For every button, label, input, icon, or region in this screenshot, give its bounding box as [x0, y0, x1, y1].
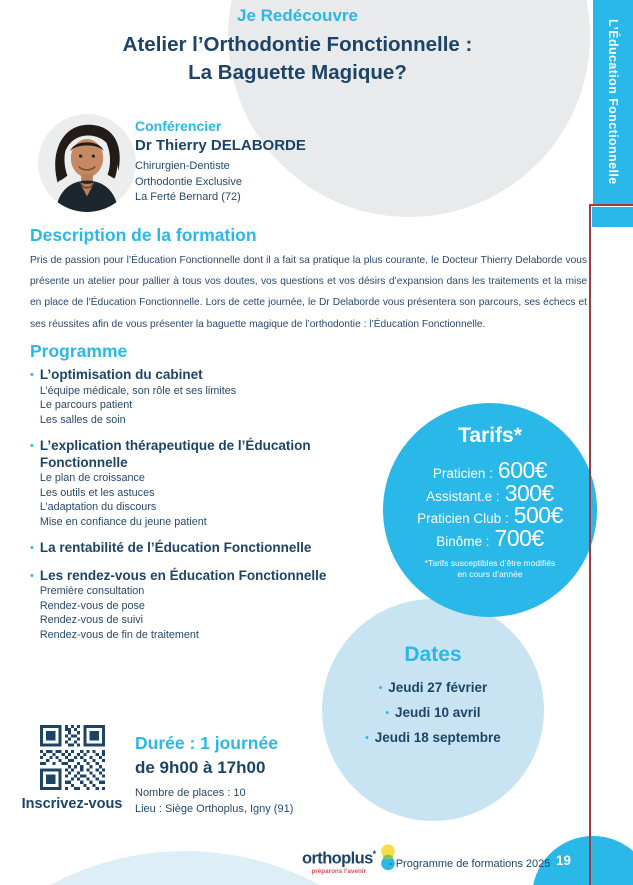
programme-subitem: Le parcours patient	[39, 399, 133, 411]
programme-item-title: La rentabilité de l’Éducation Fonctionnelle	[39, 540, 312, 555]
speaker-detail: La Ferté Bernard (72)	[135, 191, 241, 203]
brand-tagline: préparons l’avenir	[311, 867, 367, 875]
tarif-price: 300€	[504, 479, 554, 506]
man-portrait-icon	[38, 114, 136, 212]
register-label: Inscrivez-vous	[21, 796, 123, 812]
programme-item-title: L’optimisation du cabinet	[39, 367, 203, 382]
programme-heading: Programme	[30, 341, 128, 361]
header	[0, 6, 595, 87]
programme-item	[30, 568, 362, 643]
tarifs-heading: Tarifs*	[458, 424, 522, 447]
side-accent-block	[592, 207, 633, 227]
orthoplus-logo	[302, 846, 397, 875]
duration-heading: Durée : 1 journée	[135, 733, 278, 753]
programme-list	[30, 367, 362, 653]
programme-subitem: L’adaptation du discours	[39, 501, 157, 513]
programme-subitem: Rendez-vous de fin de traitement	[39, 628, 199, 641]
programme-subitem: Première consultation	[39, 585, 145, 597]
tarif-row	[383, 502, 597, 528]
date-label: Jeudi 18 septembre	[374, 730, 501, 745]
programme-item-title: L’explication thérapeutique de l’Éducation Fonctionnelle	[39, 438, 311, 470]
side-rule-horizontal	[589, 204, 633, 206]
programme-subitem: Le plan de croissance	[39, 472, 145, 484]
programme-subitem: Rendez-vous de pose	[39, 599, 145, 612]
tarifs-note-line-1: *Tarifs susceptibles d’être modifiés	[424, 558, 556, 568]
programme-subitem: Les salles de soin	[39, 413, 126, 426]
tarif-label: Assistant.e :	[426, 488, 500, 504]
brand-asterisk: *	[372, 849, 376, 859]
tarif-price: 600€	[497, 457, 548, 483]
tarif-price: 500€	[513, 502, 563, 528]
speaker-detail: Orthodontie Exclusive	[135, 175, 242, 188]
date-label: Jeudi 27 février	[388, 680, 488, 695]
tarif-row	[383, 457, 597, 483]
bullet-icon: •	[365, 733, 369, 744]
tarifs-note	[383, 558, 597, 580]
tarif-label: Praticien :	[432, 466, 493, 481]
programme-subitem: L’équipe médicale, son rôle et ses limites	[39, 384, 237, 397]
tarif-row	[383, 479, 597, 506]
bullet-icon: •	[378, 683, 383, 694]
bullet-icon: •	[30, 542, 34, 554]
page-number: 19	[556, 853, 572, 868]
page-title-line-1: Atelier l’Orthodontie Fonctionnelle :	[122, 33, 473, 56]
tarif-row	[383, 524, 597, 551]
kicker: Je Redécouvre	[237, 6, 358, 25]
brand-wordmark: orthoplus	[302, 849, 373, 868]
tarif-price: 700€	[494, 524, 544, 551]
date-label: Jeudi 10 avril	[394, 705, 481, 720]
page-title-line-2: La Baguette Magique?	[188, 61, 407, 84]
qr-code-icon	[40, 725, 105, 790]
session-location: Lieu : Siège Orthoplus, Igny (91)	[135, 803, 294, 815]
tarif-label: Binôme :	[436, 533, 490, 549]
session-info	[135, 733, 293, 817]
side-rule-vertical	[589, 204, 591, 885]
speaker-role: Conférencier	[135, 118, 222, 134]
speaker-photo	[38, 114, 136, 212]
programme-item	[30, 438, 362, 529]
programme-subitem: Rendez-vous de suivi	[39, 614, 144, 626]
bullet-icon: •	[385, 708, 389, 719]
date-item	[322, 730, 544, 745]
tarif-label: Praticien Club :	[417, 511, 509, 526]
qr-code-icon	[40, 725, 105, 790]
dates-heading: Dates	[404, 643, 462, 666]
session-hours: de 9h00 à 17h00	[135, 758, 266, 777]
tarifs-note-line-2: en cours d’année	[457, 569, 523, 579]
programme-item-title: Les rendez-vous en Éducation Fonctionnelle	[39, 567, 327, 583]
side-banner-label: L’Éducation Fonctionnelle	[606, 19, 620, 185]
description-body: Pris de passion pour l’Éducation Fonctionnelle dont il a fait sa pratique la plus courante, le Docteur Thierry Delaborde vous présente un atelier pour pallier à tous vos doutes, vos questions et vos désirs d’expansion dans les traitements et la mise en place de l’Éducation Fonctionnelle. Lors de cette journée, le Dr Delaborde vous présentera son parcours, ses échecs et ses réussites afin de vous présenter la baguette magique de l’orthodontie : l’Éducation Fonctionnelle.	[30, 255, 587, 330]
programme-item	[30, 367, 362, 427]
footer-label: - Programme de formations 2025	[389, 858, 551, 870]
speaker-info	[135, 118, 306, 206]
brand-name	[302, 846, 376, 868]
side-banner	[593, 0, 633, 204]
programme-item	[30, 540, 362, 557]
bullet-icon: •	[30, 569, 34, 582]
places-count: Nombre de places : 10	[135, 787, 246, 799]
programme-subitem: Les outils et les astuces	[39, 486, 155, 499]
speaker-detail: Chirurgien-Dentiste	[135, 160, 230, 172]
bullet-icon: •	[30, 440, 34, 452]
programme-subitem: Mise en confiance du jeune patient	[39, 515, 207, 528]
description-heading: Description de la formation	[30, 225, 257, 245]
page-title	[0, 31, 595, 87]
date-item	[322, 705, 544, 720]
date-item	[322, 680, 544, 695]
speaker-name: Dr Thierry DELABORDE	[135, 137, 306, 154]
tarifs-panel	[383, 403, 597, 617]
bullet-icon: •	[30, 369, 34, 381]
